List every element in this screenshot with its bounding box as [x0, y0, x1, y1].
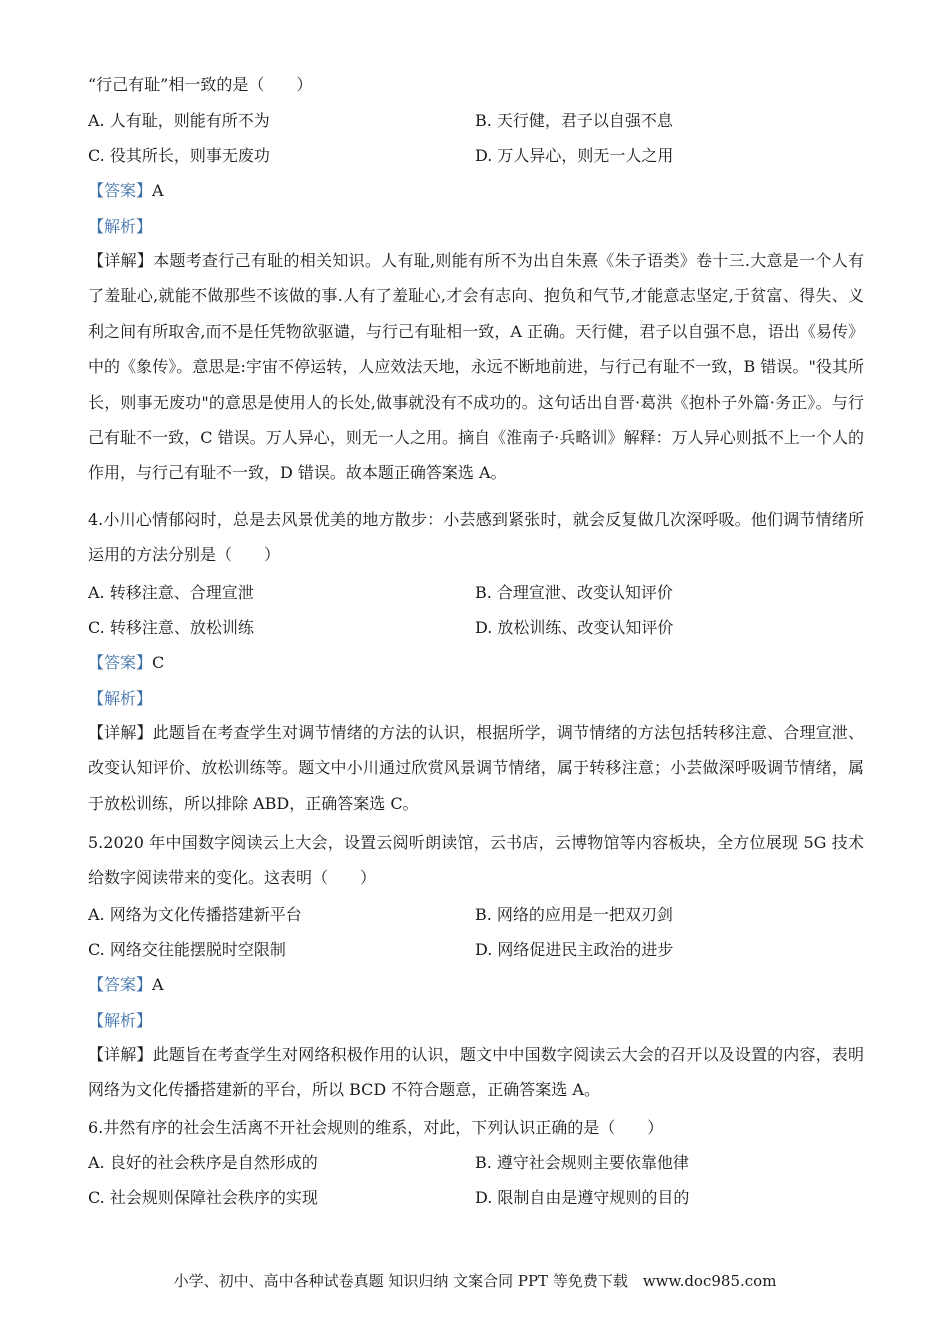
q5-answer	[88, 975, 164, 995]
answer-tag: 【答案】	[88, 653, 153, 672]
q4-answer	[88, 653, 164, 673]
q3-option-b: B. 天行健，君子以自强不息	[475, 111, 673, 130]
q4-option-c: C. 转移注意、放松训练	[88, 618, 254, 637]
q5-option-d: D. 网络促进民主政治的进步	[475, 940, 674, 959]
q4-option-b: B. 合理宣泄、改变认知评价	[475, 583, 673, 602]
q4-option-a: A. 转移注意、合理宣泄	[88, 583, 254, 602]
q6-options-row2	[88, 1187, 864, 1209]
q3-options-row2	[88, 145, 864, 167]
q4-analysis-tag: 【解析】	[88, 689, 153, 708]
q3-stem: “行己有耻”相一致的是（ ）	[88, 75, 313, 94]
answer-value: C	[152, 653, 165, 672]
q3-option-a: A. 人有耻，则能有所不为	[88, 111, 270, 130]
q5-option-b: B. 网络的应用是一把双刃剑	[475, 905, 673, 924]
answer-tag: 【答案】	[88, 975, 153, 994]
q6-options-row1	[88, 1152, 864, 1174]
detail-tag: 【详解】	[88, 251, 154, 270]
detail-text: 此题旨在考查学生对网络积极作用的认识，题文中中国数字阅读云大会的召开以及设置的内容，表明网络为文化传播搭建新的平台，所以 BCD 不符合题意，正确答案选 A。	[88, 1045, 864, 1100]
q6-option-c: C. 社会规则保障社会秩序的实现	[88, 1188, 318, 1207]
detail-tag: 【详解】	[88, 723, 153, 742]
q3-option-c: C. 役其所长，则事无废功	[88, 146, 270, 165]
answer-value: A	[152, 181, 164, 200]
answer-value: A	[152, 975, 164, 994]
q4-option-d: D. 放松训练、改变认知评价	[475, 618, 674, 637]
q5-detail	[88, 1037, 864, 1108]
q5-analysis-tag: 【解析】	[88, 1011, 153, 1030]
q5-options-row2	[88, 939, 864, 961]
q4-options-row2	[88, 617, 864, 639]
q3-option-d: D. 万人异心，则无一人之用	[475, 146, 674, 165]
q4-options-row1	[88, 582, 864, 604]
q4-stem: 4.小川心情郁闷时，总是去风景优美的地方散步：小芸感到紧张时，就会反复做几次深呼吸。他们调节情绪所运用的方法分别是（ ）	[88, 510, 864, 565]
q5-option-c: C. 网络交往能摆脱时空限制	[88, 940, 286, 959]
detail-tag: 【详解】	[88, 1045, 153, 1064]
q6-option-a: A. 良好的社会秩序是自然形成的	[88, 1153, 318, 1172]
q3-detail	[88, 243, 864, 491]
answer-tag: 【答案】	[88, 181, 153, 200]
q3-analysis-tag: 【解析】	[88, 217, 153, 236]
page-footer: 小学、初中、高中各种试卷真题 知识归纳 文案合同 PPT 等免费下载 www.doc985.com	[173, 1272, 777, 1290]
q3-options-row1	[88, 110, 864, 132]
q4-detail	[88, 715, 864, 821]
q5-option-a: A. 网络为文化传播搭建新平台	[88, 905, 302, 924]
q6-option-b: B. 遵守社会规则主要依靠他律	[475, 1153, 689, 1172]
q6-option-d: D. 限制自由是遵守规则的目的	[475, 1188, 690, 1207]
q3-answer	[88, 181, 164, 201]
detail-text: 本题考查行己有耻的相关知识。人有耻,则能有所不为出自朱熹《朱子语类》卷十三.大意是一个人有了羞耻心,就能不做那些不该做的事.人有了羞耻心,才会有志向、抱负和气节,才能意志坚定,于贫富、得失、义利之间有所取舍,而不是任凭物欲驱谴，与行己有耻相一致，A 正确。天行健，君子以自强不息，语出《易传》中的《象传》。意思是:宇宙不停运转，人应效法天地，永远不断地前进，与行己有耻不一致，B 错误。"役其所长，则事无废功"的意思是使用人的长处,做事就没有不成功的。这句话出自晋·葛洪《抱朴子外篇·务正》。与行己有耻不一致，C 错误。万人异心，则无一人之用。摘自《淮南子·兵略训》解释：万人异心则抵不上一个人的作用，与行己有耻不一致，D 错误。故本题正确答案选 A。	[88, 251, 864, 483]
q6-stem: 6.井然有序的社会生活离不开社会规则的维系，对此，下列认识正确的是（ ）	[88, 1118, 664, 1137]
q5-options-row1	[88, 904, 864, 926]
q5-stem: 5.2020 年中国数字阅读云上大会，设置云阅听朗读馆，云书店，云博物馆等内容板块，全方位展现 5G 技术给数字阅读带来的变化。这表明（ ）	[88, 833, 864, 888]
detail-text: 此题旨在考查学生对调节情绪的方法的认识，根据所学，调节情绪的方法包括转移注意、合理宣泄、改变认知评价、放松训练等。题文中小川通过欣赏风景调节情绪，属于转移注意；小芸做深呼吸调节情绪，属于放松训练，所以排除 ABD，正确答案选 C。	[88, 723, 864, 813]
